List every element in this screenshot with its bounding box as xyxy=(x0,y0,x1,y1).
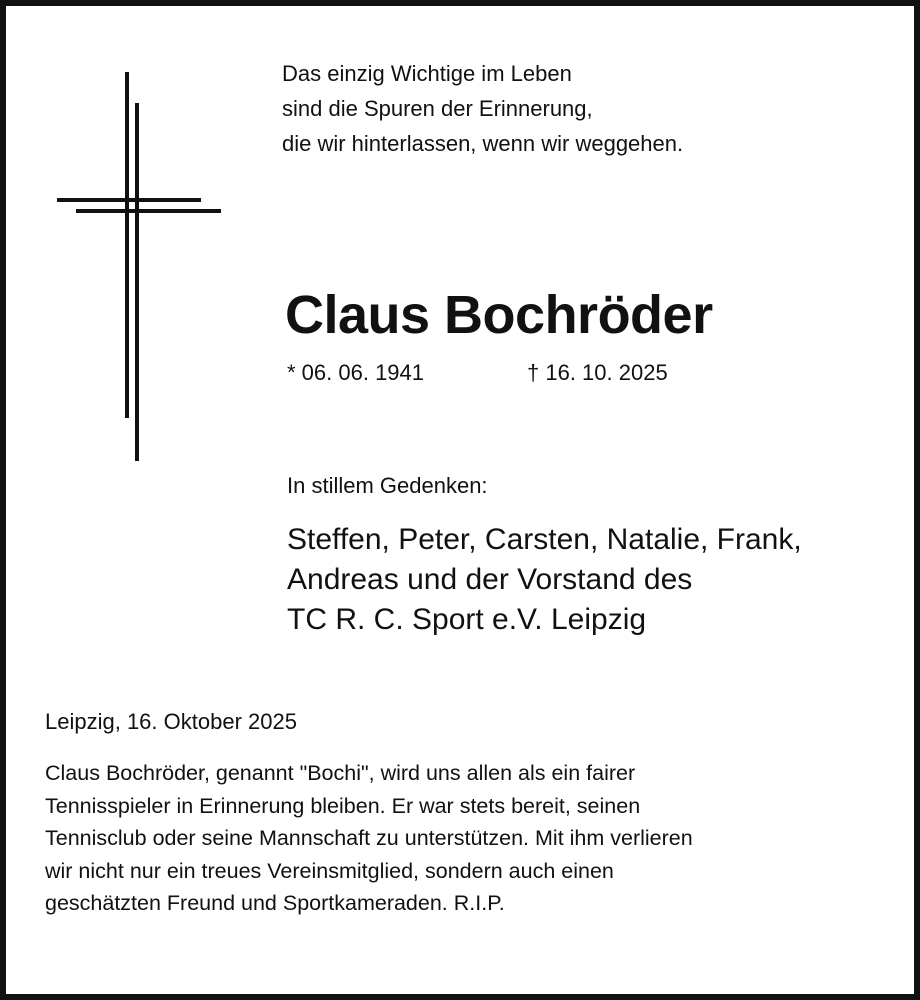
cross-vertical-bar-right xyxy=(135,103,139,461)
place-date: Leipzig, 16. Oktober 2025 xyxy=(45,709,297,734)
tribute-line: Tennisclub oder seine Mannschaft zu unterstützen. Mit ihm verlieren xyxy=(45,826,693,850)
quote-line: die wir hinterlassen, wenn wir weggehen. xyxy=(282,131,684,156)
tribute-line: geschätzten Freund und Sportkameraden. R.I.P. xyxy=(45,891,505,915)
cross-vertical-bar-left xyxy=(125,72,129,418)
cross-horizontal-bar-upper xyxy=(57,198,201,202)
tribute-line: wir nicht nur ein treues Vereinsmitglied, sondern auch einen xyxy=(45,858,614,883)
tribute-line: Tennisspieler in Erinnerung bleiben. Er war stets bereit, seinen xyxy=(45,793,641,818)
quote-line: Das einzig Wichtige im Leben xyxy=(282,61,572,86)
memorial-quote xyxy=(282,56,683,161)
quote-line: sind die Spuren der Erinnerung, xyxy=(282,96,593,121)
mourners-line: TC R. C. Sport e.V. Leipzig xyxy=(287,603,647,636)
tribute-text xyxy=(45,757,693,920)
tribute-line: Claus Bochröder, genannt "Bochi", wird uns allen als ein fairer xyxy=(45,761,636,785)
memorial-label: In stillem Gedenken: xyxy=(287,473,488,498)
birth-date: * 06. 06. 1941 xyxy=(287,360,425,385)
mourners-line: Steffen, Peter, Carsten, Natalie, Frank, xyxy=(287,523,802,556)
mourners-line: Andreas und der Vorstand des xyxy=(287,563,693,596)
mourners-list xyxy=(287,520,802,640)
cross-horizontal-bar-lower xyxy=(76,209,221,213)
deceased-name: Claus Bochröder xyxy=(285,285,713,345)
death-date: † 16. 10. 2025 xyxy=(527,360,668,385)
